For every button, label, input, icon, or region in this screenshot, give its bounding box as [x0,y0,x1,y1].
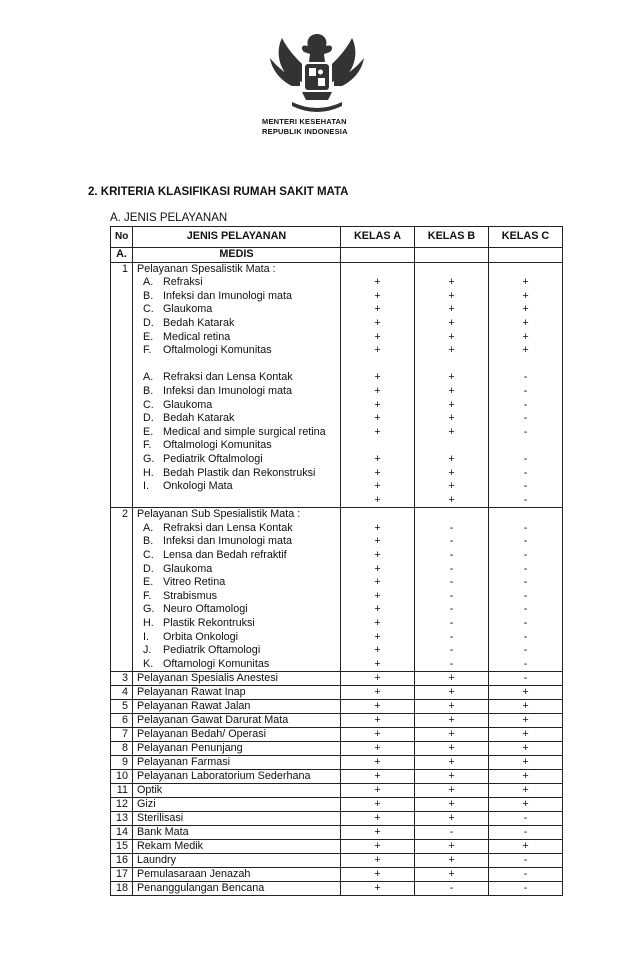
table-header-row [111,227,563,248]
sub-item-letter: D. [143,316,154,329]
sub-item [137,603,336,617]
class-mark: + [374,452,381,465]
kelas-b-cell: - [415,826,489,840]
class-mark: + [448,371,455,384]
sub-item [137,494,336,508]
row-no: 2 [111,508,133,672]
row-no: 7 [111,728,133,742]
spacer [493,508,558,522]
table-row [111,508,563,672]
service-classification-table [110,226,563,896]
table-row [111,262,563,508]
class-mark: - [449,630,454,643]
kelas-a-cell: + [341,868,415,882]
row-service: Rekam Medik [133,840,341,854]
row-no: 10 [111,770,133,784]
class-mark: + [374,589,381,602]
class-mark: - [523,371,528,384]
sub-item-letter: H. [143,466,154,479]
sub-item-letter: D. [143,412,154,425]
sub-item-letter: C. [143,303,154,316]
sub-item [137,563,336,577]
sub-item-letter: B. [143,289,154,302]
sub-item-letter: A. [143,371,154,384]
class-mark: - [523,630,528,643]
row-no: 17 [111,868,133,882]
sub-item [137,480,336,494]
kelas-a-cell: + [341,784,415,798]
class-mark: - [523,589,528,602]
kelas-a-cell: + [341,700,415,714]
column-header-kelas-b: KELAS B [415,227,489,248]
row-no: 4 [111,686,133,700]
kelas-a-cell: + [341,728,415,742]
kelas-a-cell: + [341,770,415,784]
row-service: Pelayanan Rawat Jalan [133,700,341,714]
sub-item-letter: G. [143,603,155,616]
sub-item-name: Strabismus [163,589,218,602]
sub-item-name: Plastik Rekontruksi [163,617,255,630]
kelas-c-cell: + [489,784,563,798]
class-mark: + [374,617,381,630]
kelas-b-cell [415,508,489,672]
sub-item-name: Vitreo Retina [163,576,226,589]
ministry-header [262,117,348,137]
sub-item-letter: G. [143,452,155,465]
class-mark: + [374,549,381,562]
kelas-c-cell: + [489,700,563,714]
class-mark: - [449,521,454,534]
class-mark: + [522,316,529,329]
class-mark: - [523,493,528,506]
class-mark: + [374,425,381,438]
sub-item-name: Infeksi dan Imunologi mata [163,289,293,302]
table-row [111,770,563,784]
spacer [137,358,336,372]
kelas-b-cell: + [415,700,489,714]
table-row [111,854,563,868]
class-mark: + [374,276,381,289]
column-header-kelas-a: KELAS A [341,227,415,248]
table-row [111,672,563,686]
kelas-b-cell: + [415,672,489,686]
sub-item-letter: B. [143,535,154,548]
row-title: Pelayanan Spesalistik Mata : [137,262,276,275]
sub-item-name: Refraksi dan Lensa Kontak [163,371,293,384]
sub-item-name: Bedah Katarak [163,316,235,329]
kelas-c-cell [489,508,563,672]
sub-item [137,617,336,631]
spacer [345,358,410,372]
class-mark: + [448,316,455,329]
sub-item-name: Lensa dan Bedah refraktif [163,549,287,562]
sub-item [137,549,336,563]
class-mark: + [374,384,381,397]
sub-item-letter [137,494,163,508]
class-mark: - [523,644,528,657]
kelas-b-cell: - [415,882,489,896]
class-mark: + [374,412,381,425]
table-row [111,882,563,896]
sub-item-name: Pediatrik Oftamologi [163,644,261,657]
kelas-a-cell [341,508,415,672]
subsection-title: A. JENIS PELAYANAN [110,212,228,224]
sub-item-letter: A. [143,276,154,289]
kelas-c-cell: + [489,714,563,728]
sub-item-letter: A. [143,521,154,534]
class-mark: + [374,303,381,316]
sub-item-letter: F. [143,589,152,602]
class-mark: + [374,521,381,534]
sub-item-letter: C. [143,549,154,562]
sub-item-name: Oftalmologi Komunitas [163,344,272,357]
kelas-a-cell: + [341,826,415,840]
kelas-c-cell: - [489,826,563,840]
kelas-a-cell: + [341,714,415,728]
sub-item [137,439,336,453]
ministry-line2: REPUBLIK INDONESIA [262,127,348,136]
sub-item [137,385,336,399]
row-title: Pelayanan Sub Spesialistik Mata : [137,508,301,521]
sub-item-letter: B. [143,384,154,397]
class-mark: + [448,425,455,438]
row-service: Pelayanan Spesialis Anestesi [133,672,341,686]
kelas-a-cell: + [341,798,415,812]
kelas-b-cell: + [415,728,489,742]
row-service: Bank Mata [133,826,341,840]
row-no: 3 [111,672,133,686]
class-mark: - [523,562,528,575]
row-service: Laundry [133,854,341,868]
row-no: 16 [111,854,133,868]
kelas-c-cell: + [489,686,563,700]
sub-item [137,371,336,385]
kelas-c-cell: - [489,868,563,882]
column-header-no: No [111,227,133,248]
class-mark: + [448,398,455,411]
row-service: Sterilisasi [133,812,341,826]
sub-item-letter: E. [143,576,154,589]
sub-item-name: Oftamologi Komunitas [163,657,270,670]
table-row [111,700,563,714]
class-mark: + [448,384,455,397]
class-mark: - [449,549,454,562]
row-no: 9 [111,756,133,770]
group-row-medis [111,248,563,263]
kelas-c-cell: - [489,672,563,686]
class-mark: + [374,493,381,506]
class-mark: + [374,644,381,657]
sub-item-name: Glaukoma [163,303,213,316]
sub-item-name: Glaukoma [163,562,213,575]
sub-item [137,276,336,290]
class-mark: + [448,412,455,425]
section-title: 2. KRITERIA KLASIFIKASI RUMAH SAKIT MATA [88,186,349,198]
kelas-b-cell: + [415,798,489,812]
kelas-b-cell: + [415,742,489,756]
kelas-b-cell: + [415,812,489,826]
spacer [493,263,558,277]
row-service [133,508,341,672]
row-service: Pemulasaraan Jenazah [133,868,341,882]
sub-item [137,590,336,604]
row-no: 18 [111,882,133,896]
class-mark: - [523,603,528,616]
class-mark: + [374,576,381,589]
class-mark: + [374,371,381,384]
sub-item [137,576,336,590]
class-mark: + [522,344,529,357]
sub-item-name: Orbita Onkologi [163,630,239,643]
sub-item-name: Pediatrik Oftalmologi [163,452,263,465]
class-mark: + [448,330,455,343]
row-service: Optik [133,784,341,798]
class-mark: - [523,535,528,548]
row-service: Pelayanan Penunjang [133,742,341,756]
class-mark: + [374,562,381,575]
kelas-a-cell: + [341,812,415,826]
class-mark: + [448,276,455,289]
class-mark: + [374,535,381,548]
table-row [111,840,563,854]
sub-item-letter: F. [143,439,152,452]
kelas-b-cell: + [415,784,489,798]
table-row [111,798,563,812]
sub-item [137,658,336,672]
kelas-c-cell: + [489,728,563,742]
class-mark: - [523,398,528,411]
class-mark: - [449,657,454,670]
row-no: 6 [111,714,133,728]
kelas-b-cell: + [415,686,489,700]
kelas-a-cell: + [341,672,415,686]
class-mark: - [523,384,528,397]
class-mark: - [449,603,454,616]
row-no: 15 [111,840,133,854]
kelas-c-cell: + [489,756,563,770]
class-mark: - [523,521,528,534]
spacer [419,358,484,372]
table-row [111,714,563,728]
class-mark: + [374,289,381,302]
class-mark: + [448,303,455,316]
class-mark: + [374,657,381,670]
table-row [111,728,563,742]
class-mark: + [448,493,455,506]
garuda-emblem-icon [262,28,372,116]
sub-item [137,426,336,440]
kelas-c-cell: + [489,770,563,784]
sub-item-letter: E. [143,425,154,438]
kelas-a-cell: + [341,854,415,868]
sub-item [137,631,336,645]
class-mark: - [523,466,528,479]
sub-item-letter: F. [143,344,152,357]
class-mark: + [374,466,381,479]
class-mark: - [523,617,528,630]
class-mark: + [522,276,529,289]
sub-item [137,331,336,345]
kelas-c-cell: + [489,798,563,812]
column-header-kelas-c: KELAS C [489,227,563,248]
class-mark: - [449,535,454,548]
kelas-c-cell: + [489,840,563,854]
sub-item-name: Oftalmologi Komunitas [163,439,272,452]
row-no: 1 [111,262,133,508]
class-mark: - [523,452,528,465]
sub-item-name: Refraksi [163,276,203,289]
sub-item-letter: I. [143,480,149,493]
class-mark: - [449,562,454,575]
sub-item-letter: E. [143,330,154,343]
class-mark: + [374,630,381,643]
sub-item [137,412,336,426]
spacer [419,263,484,277]
spacer [345,263,410,277]
table-row [111,686,563,700]
table-row [111,756,563,770]
sub-item [137,399,336,413]
sub-item-name: Bedah Plastik dan Rekonstruksi [163,466,316,479]
table-row [111,868,563,882]
sub-item-name: Refraksi dan Lensa Kontak [163,521,293,534]
sub-item [137,522,336,536]
sub-item-letter: K. [143,657,154,670]
sub-item [137,344,336,358]
kelas-c-cell: - [489,882,563,896]
row-service: Pelayanan Rawat Inap [133,686,341,700]
sub-item-letter: D. [143,562,154,575]
row-no: 11 [111,784,133,798]
class-mark: - [523,657,528,670]
sub-item-name: Bedah Katarak [163,412,235,425]
kelas-b-cell: + [415,854,489,868]
kelas-b-cell: + [415,714,489,728]
class-mark [345,439,410,453]
class-mark: + [448,480,455,493]
sub-item [137,644,336,658]
class-mark: + [374,330,381,343]
group-no: A. [111,248,133,263]
kelas-a-cell: + [341,742,415,756]
row-no: 14 [111,826,133,840]
class-mark: + [448,289,455,302]
kelas-a-cell: + [341,840,415,854]
sub-item-name: Infeksi dan Imunologi mata [163,384,293,397]
sub-item-letter: J. [143,644,152,657]
spacer [419,508,484,522]
sub-item-name: Medical retina [163,330,231,343]
class-mark: - [523,425,528,438]
class-mark: - [449,589,454,602]
class-mark: - [449,644,454,657]
class-mark: - [449,576,454,589]
class-mark: - [523,480,528,493]
sub-item [137,453,336,467]
sub-item [137,535,336,549]
class-mark: + [448,466,455,479]
sub-item [137,467,336,481]
kelas-a-cell: + [341,686,415,700]
sub-item-name: Neuro Oftamologi [163,603,248,616]
row-service: Pelayanan Gawat Darurat Mata [133,714,341,728]
sub-item [137,290,336,304]
kelas-a-cell [341,262,415,508]
kelas-a-cell: + [341,756,415,770]
kelas-b-cell: + [415,840,489,854]
row-service: Gizi [133,798,341,812]
class-mark: + [374,398,381,411]
row-service: Pelayanan Bedah/ Operasi [133,728,341,742]
sub-item-name: Infeksi dan Imunologi mata [163,535,293,548]
kelas-c-cell [489,262,563,508]
table-row [111,784,563,798]
kelas-b-cell: + [415,868,489,882]
row-no: 13 [111,812,133,826]
class-mark: - [449,617,454,630]
kelas-c-cell: + [489,742,563,756]
sub-item-name: Glaukoma [163,398,213,411]
spacer [345,508,410,522]
class-mark [419,439,484,453]
class-mark [493,439,558,453]
class-mark: - [523,549,528,562]
kelas-a-cell: + [341,882,415,896]
kelas-c-cell: - [489,812,563,826]
class-mark: + [448,452,455,465]
kelas-b-cell: + [415,756,489,770]
row-service [133,262,341,508]
table-row [111,826,563,840]
row-service: Pelayanan Farmasi [133,756,341,770]
ministry-line1: MENTERI KESEHATAN [262,117,347,126]
class-mark: + [522,303,529,316]
kelas-c-cell: - [489,854,563,868]
class-mark: - [523,412,528,425]
sub-item-name: Onkologi Mata [163,480,233,493]
class-mark: + [448,344,455,357]
class-mark: + [522,330,529,343]
sub-item [137,303,336,317]
row-no: 5 [111,700,133,714]
sub-item-letter: I. [143,630,149,643]
row-no: 12 [111,798,133,812]
sub-item-letter: C. [143,398,154,411]
column-header-jenis-pelayanan: JENIS PELAYANAN [133,227,341,248]
class-mark: + [374,344,381,357]
class-mark: + [522,289,529,302]
class-mark: + [374,316,381,329]
sub-item-name: Medical and simple surgical retina [163,425,326,438]
kelas-b-cell [415,262,489,508]
kelas-b-cell: + [415,770,489,784]
class-mark: - [523,576,528,589]
table-row [111,742,563,756]
sub-item-letter: H. [143,617,154,630]
class-mark: + [374,603,381,616]
row-service: Pelayanan Laboratorium Sederhana [133,770,341,784]
row-no: 8 [111,742,133,756]
spacer [493,358,558,372]
group-label: MEDIS [133,248,341,263]
class-mark: + [374,480,381,493]
sub-item [137,317,336,331]
table-row [111,812,563,826]
row-service: Penanggulangan Bencana [133,882,341,896]
